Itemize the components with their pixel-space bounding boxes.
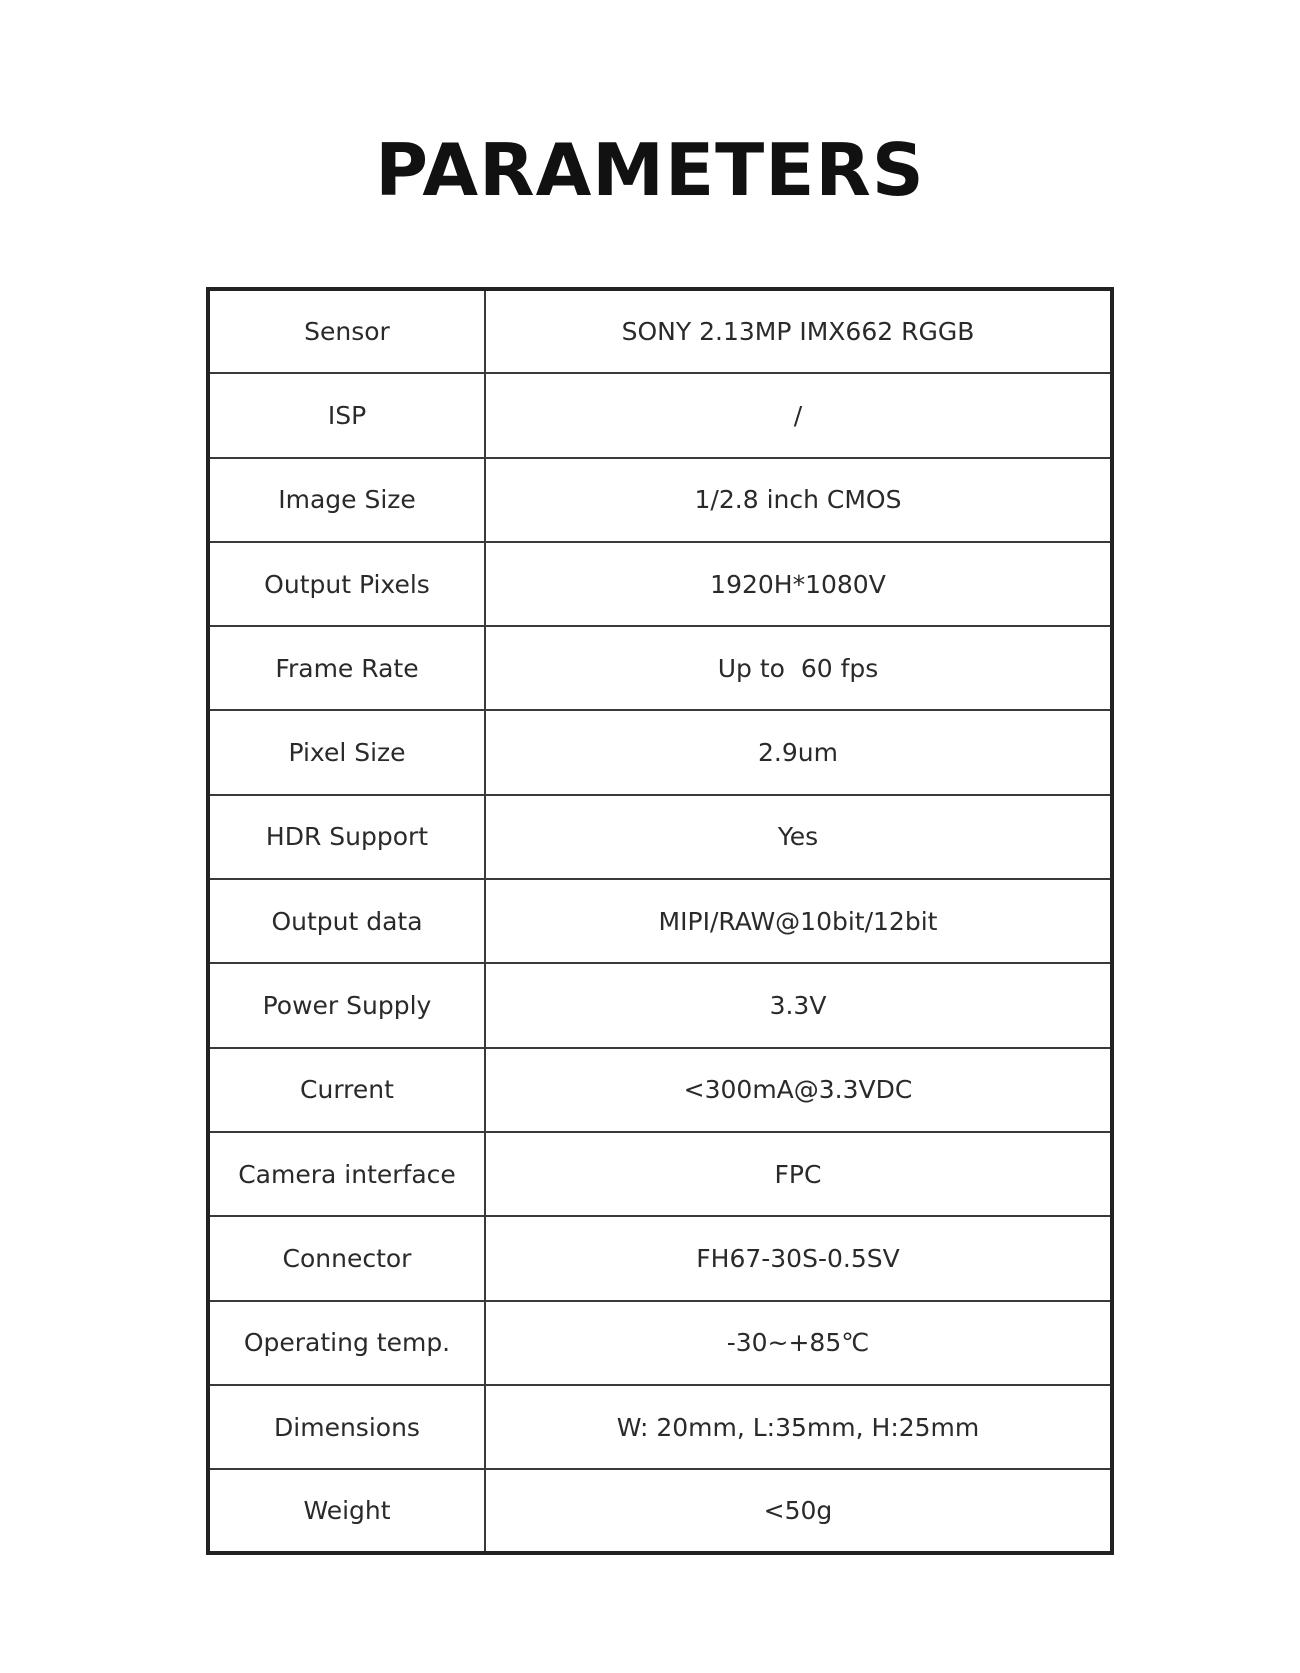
parameter-value: 2.9um	[485, 710, 1112, 794]
parameter-label: Dimensions	[208, 1385, 485, 1469]
parameter-value: MIPI/RAW@10bit/12bit	[485, 879, 1112, 963]
table-row	[208, 626, 1112, 710]
parameter-value: <50g	[485, 1469, 1112, 1553]
parameter-label: Power Supply	[208, 963, 485, 1047]
table-row	[208, 879, 1112, 963]
parameter-value: FH67-30S-0.5SV	[485, 1216, 1112, 1300]
table-row	[208, 1048, 1112, 1132]
parameter-value: 3.3V	[485, 963, 1112, 1047]
table-row	[208, 1132, 1112, 1216]
parameter-label: Pixel Size	[208, 710, 485, 794]
parameter-value: 1/2.8 inch CMOS	[485, 458, 1112, 542]
parameter-label: HDR Support	[208, 795, 485, 879]
parameter-value: W: 20mm, L:35mm, H:25mm	[485, 1385, 1112, 1469]
table-row	[208, 1385, 1112, 1469]
parameter-label: Operating temp.	[208, 1301, 485, 1385]
parameters-table	[206, 287, 1114, 1555]
table-row	[208, 289, 1112, 373]
parameter-value: 1920H*1080V	[485, 542, 1112, 626]
parameter-value: Yes	[485, 795, 1112, 879]
page-title: PARAMETERS	[375, 128, 925, 212]
parameter-value: /	[485, 373, 1112, 457]
parameter-label: Current	[208, 1048, 485, 1132]
parameter-value: -30~+85℃	[485, 1301, 1112, 1385]
parameter-label: Camera interface	[208, 1132, 485, 1216]
table-row	[208, 1216, 1112, 1300]
parameter-label: Frame Rate	[208, 626, 485, 710]
table-row	[208, 963, 1112, 1047]
parameter-label: Weight	[208, 1469, 485, 1553]
parameter-label: Connector	[208, 1216, 485, 1300]
table-row	[208, 710, 1112, 794]
parameter-label: Image Size	[208, 458, 485, 542]
parameter-value: FPC	[485, 1132, 1112, 1216]
parameter-value: SONY 2.13MP IMX662 RGGB	[485, 289, 1112, 373]
parameter-value: Up to 60 fps	[485, 626, 1112, 710]
parameter-label: Output data	[208, 879, 485, 963]
parameter-label: ISP	[208, 373, 485, 457]
table-row	[208, 458, 1112, 542]
table-row	[208, 1469, 1112, 1553]
table-row	[208, 1301, 1112, 1385]
parameter-label: Sensor	[208, 289, 485, 373]
table-row	[208, 542, 1112, 626]
table-row	[208, 373, 1112, 457]
parameter-value: <300mA@3.3VDC	[485, 1048, 1112, 1132]
parameter-label: Output Pixels	[208, 542, 485, 626]
table-row	[208, 795, 1112, 879]
